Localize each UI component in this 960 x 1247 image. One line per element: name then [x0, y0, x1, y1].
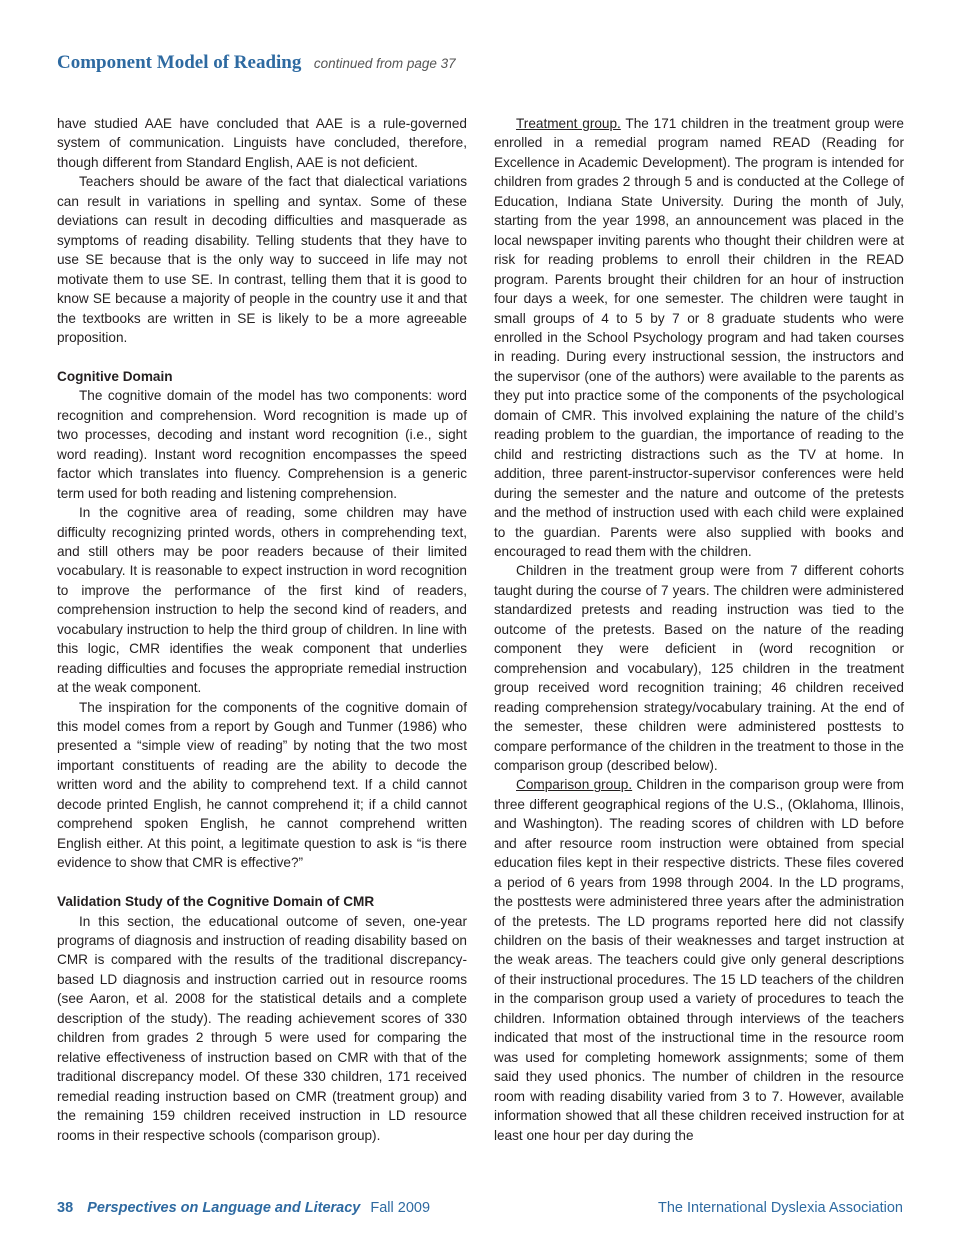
paragraph: Children in the treatment group were from 7 different cohorts taught during the course of 7 years. The children were administered standardized pretests and reading instruction was tied to the outcome of the pretests. Based on the nature of the reading component they were deficient in (word recognition or comprehension and vocabulary), 125 children in the treatment group received word recognition training; 46 children received reading comprehension strategy/vocabulary training. At the end of the semester, these children were administered posttests to compare performance of the children in the treatment to those in the comparison group (described below). — [494, 563, 904, 773]
article-title: Component Model of Reading — [57, 52, 302, 73]
section-heading-cognitive-domain: Cognitive Domain — [57, 368, 173, 384]
paragraph: have studied AAE have concluded that AAE is a rule-governed system of communication. Linguists have concluded, therefore, though different from Standard English, AAE is not deficient. — [57, 116, 467, 170]
continued-note: continued from page 37 — [313, 56, 456, 71]
page-number: 38 — [57, 1200, 74, 1216]
journal-issue: Fall 2009 — [370, 1200, 431, 1216]
paragraph — [494, 775, 904, 1145]
subheading-comparison-group: Comparison group. — [516, 777, 633, 793]
subheading-treatment-group: Treatment group. — [516, 116, 621, 131]
paragraph-text: The 171 children in the treatment group were enrolled in a remedial program named READ (Reading for Excellence in Academic Development). The program is intended for children from grades 2 through 5 and is conducted at the College of Education, Indiana State University. During the month of July, starting from the year 1998, an announcement was placed in the local newspaper inviting parents who thought their children were at risk for reading problems to enroll their children in the READ program. Parents brought their children for an hour of instruction four days a week, for one semester. The children were taught in small groups of 4 to 5 by 7 or 8 graduate students who were enrolled in the School Psychology program and had taken courses in reading. During every instructional session, the instructors and the supervisor (one of the authors) were available to the parents as they put into practice some of the components of the psychological domain of CMR. This involved explaining the nature of the child’s reading problem to the guardian, the importance of reading to the child and restricting distractions such as the TV at home. In addition, three parent-instructor-supervisor conferences were held during the semester and the nature and outcome of the pretests and the method of instruction used with each child were explained to the guardian. Parents were also supplied with books and encouraged to read them with the children. — [494, 116, 904, 559]
paragraph: Teachers should be aware of the fact that dialectical variations can result in variations in spelling and syntax. Some of these deviations can result in decoding difficulties and masquerade as symptoms of reading disability. Telling students that they have to use SE because that is the only way to succeed in life may not motivate them to use SE. In contrast, telling them that it is good to know SE because a majority of people in the country use it and that the textbooks are written in SE is likely to be a more agreeable proposition. — [57, 174, 467, 345]
paragraph: The cognitive domain of the model has two components: word recognition and comprehension. Word recognition is made up of two processes, decoding and instant word recognition (i.e., sight word reading). Instant word recognition encompasses the speed factor which translates into fluency. Comprehension is a generic term used for both reading and listening comprehension. — [57, 388, 467, 501]
paragraph: The inspiration for the components of the cognitive domain of this model comes from a report by Gough and Tunmer (1986) who presented a “simple view of reading” by noting that the two most important constituents of reading are the ability to decode the written word and the ability to comprehend text. If a child cannot decode printed English, he cannot comprehend it; if a child cannot comprehend spoken English, he cannot comprehend written English either. At this point, a legitimate question to ask is “is there evidence to show that CMR is effective?” — [57, 699, 467, 871]
section-heading-validation-study: Validation Study of the Cognitive Domain of CMR — [57, 894, 375, 910]
left-column — [57, 114, 467, 1145]
journal-name: Perspectives on Language and Literacy — [87, 1200, 361, 1216]
paragraph-text: Children in the comparison group were from three different geographical regions of the U.S., (Oklahoma, Illinois, and Washington). The reading scores of children with LD before and after resource room instruction were obtained from special education files kept in their respective districts. These files covered a period of 6 years from 1998 through 2004. In the LD programs, the posttests were administered three years after the administration of the pretests. The LD programs reported here did not classify children on the basis of their weaknesses and target instruction at the weak areas. The teachers could give only general descriptions of their instructional procedures. The 15 LD teachers of the children in the comparison group used a variety of procedures to teach the children. Information obtained through interviews of the teachers indicated that most of the instructional time in the resource room was used for completing homework assignments; some of them said they used phonics. The number of children in the resource room with reading disability varied from 3 to 7. However, available information showed that all these children received instruction for at least one hour per day during the — [494, 777, 905, 1143]
paragraph: In the cognitive area of reading, some children may have difficulty recognizing printed words, others in comprehending text, and still others may be poor readers because of their limited vocabulary. It is reasonable to expect instruction in word recognition to improve the performance of the first kind of readers, comprehension instruction to help the second kind of readers, and vocabulary instruction to help the third group of children. In line with this logic, CMR identifies the weak component that underlies reading difficulties and focuses the appropriate remedial instruction at the weak component. — [57, 505, 467, 696]
page-footer — [57, 1200, 903, 1222]
running-header — [57, 52, 917, 82]
organization-name: The International Dyslexia Association — [657, 1200, 903, 1216]
paragraph: In this section, the educational outcome of seven, one-year programs of diagnosis and instruction of reading disability based on CMR is compared with the results of the traditional discrepancy-based LD diagnosis and instruction carried out in resource rooms (see Aaron, et al. 2008 for the statistical details and a complete description of the study). The reading achievement scores of 330 children from grades 2 through 5 were used for comparing the relative effectiveness of instruction based on CMR with that of the traditional discrepancy model. Of these 330 children, 171 received remedial reading instruction based on CMR (treatment group) and the remaining 159 children received instruction in LD resource rooms in their respective schools (comparison group). — [57, 913, 467, 1143]
paragraph — [494, 114, 904, 561]
right-column — [494, 114, 904, 1145]
